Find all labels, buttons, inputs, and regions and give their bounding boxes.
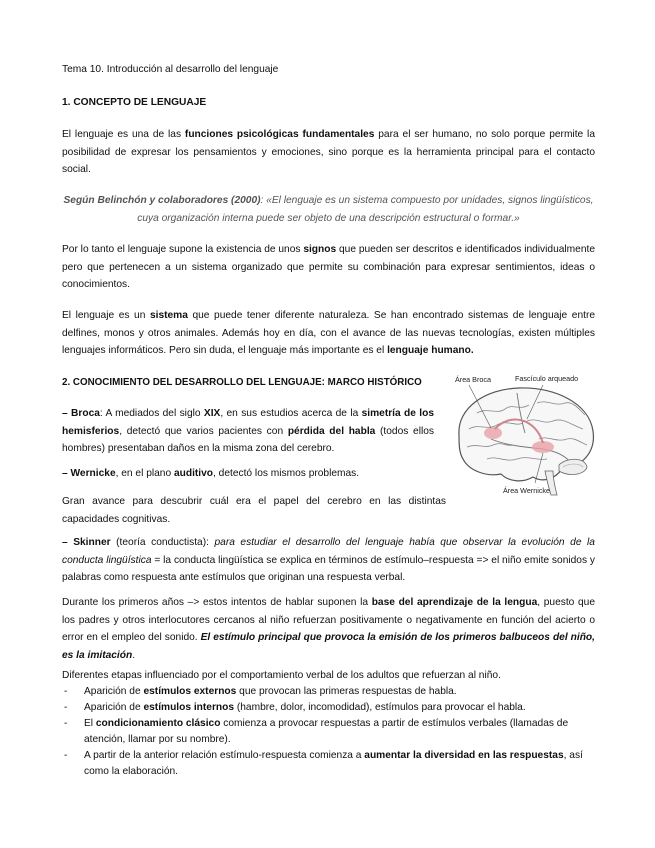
- section-heading-concepto: 1. CONCEPTO DE LENGUAJE: [62, 97, 207, 108]
- label-area-wernicke: Área Wernicke: [503, 486, 551, 495]
- section-heading-marco-historico: 2. CONOCIMIENTO DEL DESARROLLO DEL LENGUAJE: MARCO HISTÓRICO: [62, 377, 422, 388]
- paragraph-skinner: – Skinner (teoría conductista): para estudiar el desarrollo del lenguaje había que observar la evolución de la conducta lingüística = la conducta lingüística se explica en términos de estímulo–respuesta => el niño emite sonidos y palabras como respuesta ante estímulos que originan una respuesta verbal.: [62, 537, 595, 583]
- label-area-broca: Área Broca: [455, 375, 491, 384]
- brain-illustration: [447, 373, 602, 501]
- paragraph-etapas-intro: Diferentes etapas influenciado por el comportamiento verbal de los adultos que refuerzan al niño.: [62, 670, 501, 681]
- paragraph-wernicke: – Wernicke, en el plano auditivo, detectó los mismos problemas.: [62, 468, 360, 479]
- paragraph-broca: – Broca: A mediados del siglo XIX, en sus estudios acerca de la simetría de los hemisferios, detectó que varios pacientes con pérdida del habla (todos ellos hombres) presentaban daños en la misma zona del cerebro.: [62, 408, 434, 454]
- paragraph-signos: Por lo tanto el lenguaje supone la existencia de unos signos que pueden ser descritos e identificados individualmente pero que pertenecen a un sistema organizado que permite su combinación para expresar sentimientos, ideas o conocimientos.: [62, 244, 595, 290]
- list-item: - Aparición de estímulos internos (hambre, dolor, incomodidad), estímulos para provocar el habla.: [64, 702, 526, 713]
- paragraph-sistema: El lenguaje es un sistema que puede tener diferente naturaleza. Se han encontrado sistemas de lenguaje entre delfines, monos y otros animales. Además hoy en día, con el avance de las nuevas tecnologías, existen múltiples lenguajes informáticos. Pero sin duda, el lenguaje más importante es el lenguaje humano.: [62, 310, 596, 356]
- list-item: - A partir de la anterior relación estímulo-respuesta comienza a aumentar la diversidad en las respuestas, así como la elaboración.: [64, 750, 583, 777]
- paragraph-gran-avance: Gran avance para descubrir cuál era el papel del cerebro en las distintas capacidades cognitivas.: [62, 496, 446, 525]
- etapas-list: [62, 684, 595, 780]
- paragraph-durante: Durante los primeros años –> estos intentos de hablar suponen la base del aprendizaje de la lengua, puesto que los padres y otros interlocutores cercanos al niño refuerzan positivamente o negativamente en función del acierto o error en el empleo del sonido. El estímulo principal que provoca la emisión de los primeros balbuceos del niño, es la imitación.: [62, 597, 596, 661]
- label-fasciculo-arqueado: Fascículo arqueado: [515, 374, 579, 383]
- quote-belinchon: Según Belinchón y colaboradores (2000): «El lenguaje es un sistema compuesto por unidades, signos lingüísticos, cuya organización interna puede ser objeto de una descripción estructural o formar.»: [63, 195, 594, 224]
- brain-figure: [447, 373, 602, 501]
- broca-area-highlight: [484, 427, 502, 439]
- list-item: - El condicionamiento clásico comienza a provocar respuestas a partir de estímulos verbales (llamadas de atención, llamar por su nombre).: [64, 718, 569, 745]
- document-title: Tema 10. Introducción al desarrollo del lenguaje: [62, 64, 279, 75]
- list-item: - Aparición de estímulos externos que provocan las primeras respuestas de habla.: [64, 686, 457, 697]
- paragraph-funciones: El lenguaje es una de las funciones psicológicas fundamentales para el ser humano, no solo porque permite la posibilidad de expresar los pensamientos y emociones, sino porque es la herramienta principal para el contacto social.: [62, 129, 595, 175]
